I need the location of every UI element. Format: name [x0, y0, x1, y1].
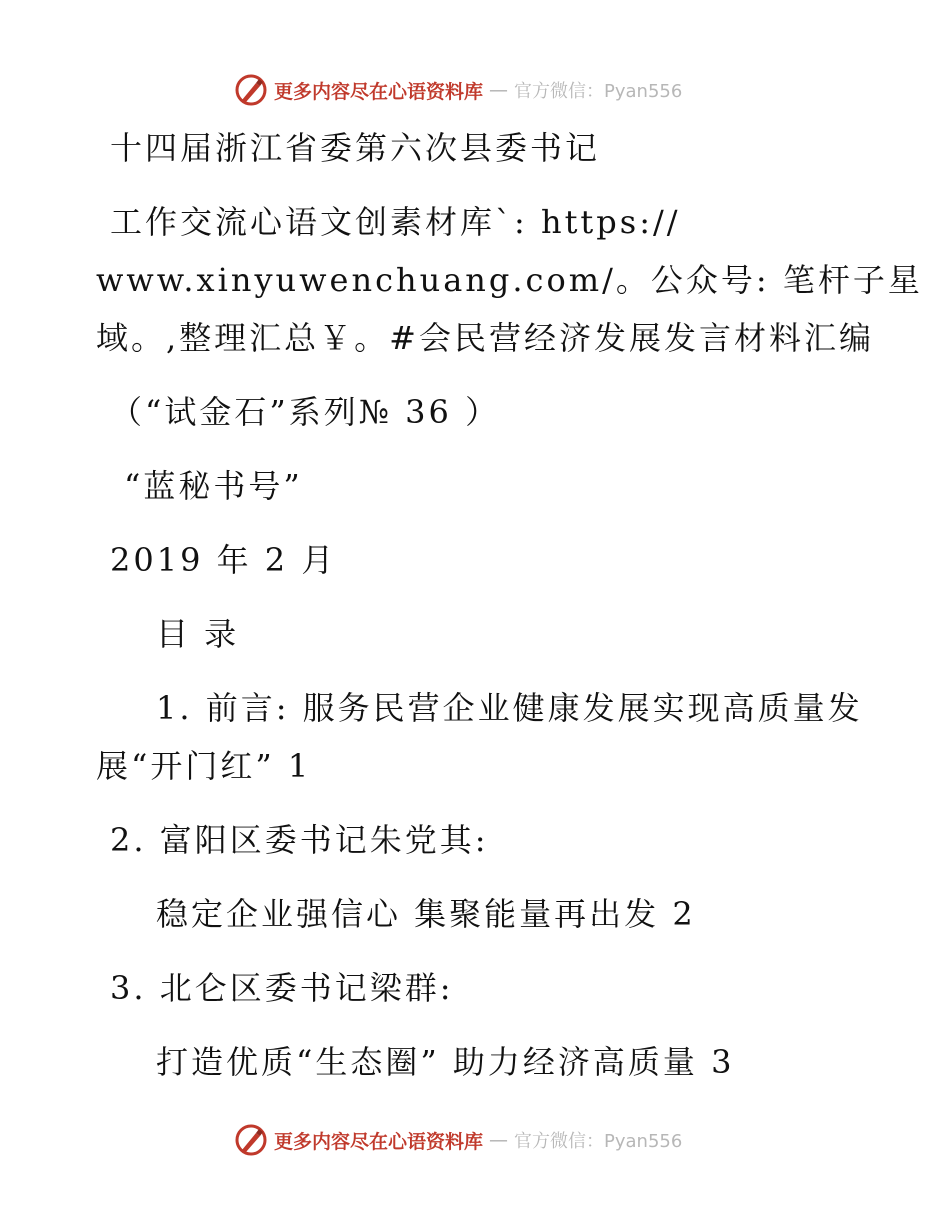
- watermark-brand: 更多内容尽在心语资料库: [274, 1130, 484, 1153]
- watermark-official: 官方微信：Pyan556: [514, 81, 683, 102]
- toc-item-3-line-1: 3. 北仑区委书记梁群:: [110, 969, 454, 1007]
- notice-line-2: www.xinyuwenchuang.com/。公众号: 笔杆子星: [96, 261, 923, 299]
- notice-line-1: 工作交流心语文创素材库`: https://: [110, 203, 681, 241]
- watermark-dash: —: [489, 1129, 509, 1151]
- watermark-dash: —: [489, 79, 509, 101]
- watermark-brand: 更多内容尽在心语资料库: [274, 80, 484, 103]
- date-line: 2019 年 2 月: [110, 541, 337, 579]
- notice-line-3: 域。,整理汇总￥。#会民营经济发展发言材料汇编: [96, 319, 874, 357]
- toc-item-2-line-2: 稳定企业强信心 集聚能量再出发 2: [156, 895, 696, 933]
- watermark-header: [234, 72, 754, 108]
- toc-item-1-line-2: 展“开门红” 1: [96, 747, 312, 785]
- toc-item-3-line-2: 打造优质“生态圈” 助力经济高质量 3: [156, 1043, 735, 1081]
- pen-logo-icon: [234, 73, 268, 107]
- pen-logo-icon: [234, 1123, 268, 1157]
- toc-item-1-line-1: 1. 前言: 服务民营企业健康发展实现高质量发: [156, 689, 863, 727]
- document-title: 十四届浙江省委第六次县委书记: [110, 129, 601, 167]
- toc-heading: 目 录: [156, 615, 240, 653]
- watermark-footer: [234, 1122, 754, 1158]
- publisher-line: “蓝秘书号”: [124, 467, 303, 505]
- toc-item-2-line-1: 2. 富阳区委书记朱党其:: [110, 821, 489, 859]
- watermark-official: 官方微信：Pyan556: [514, 1131, 683, 1152]
- series-line: （“试金石”系列№ 36 ）: [110, 393, 501, 431]
